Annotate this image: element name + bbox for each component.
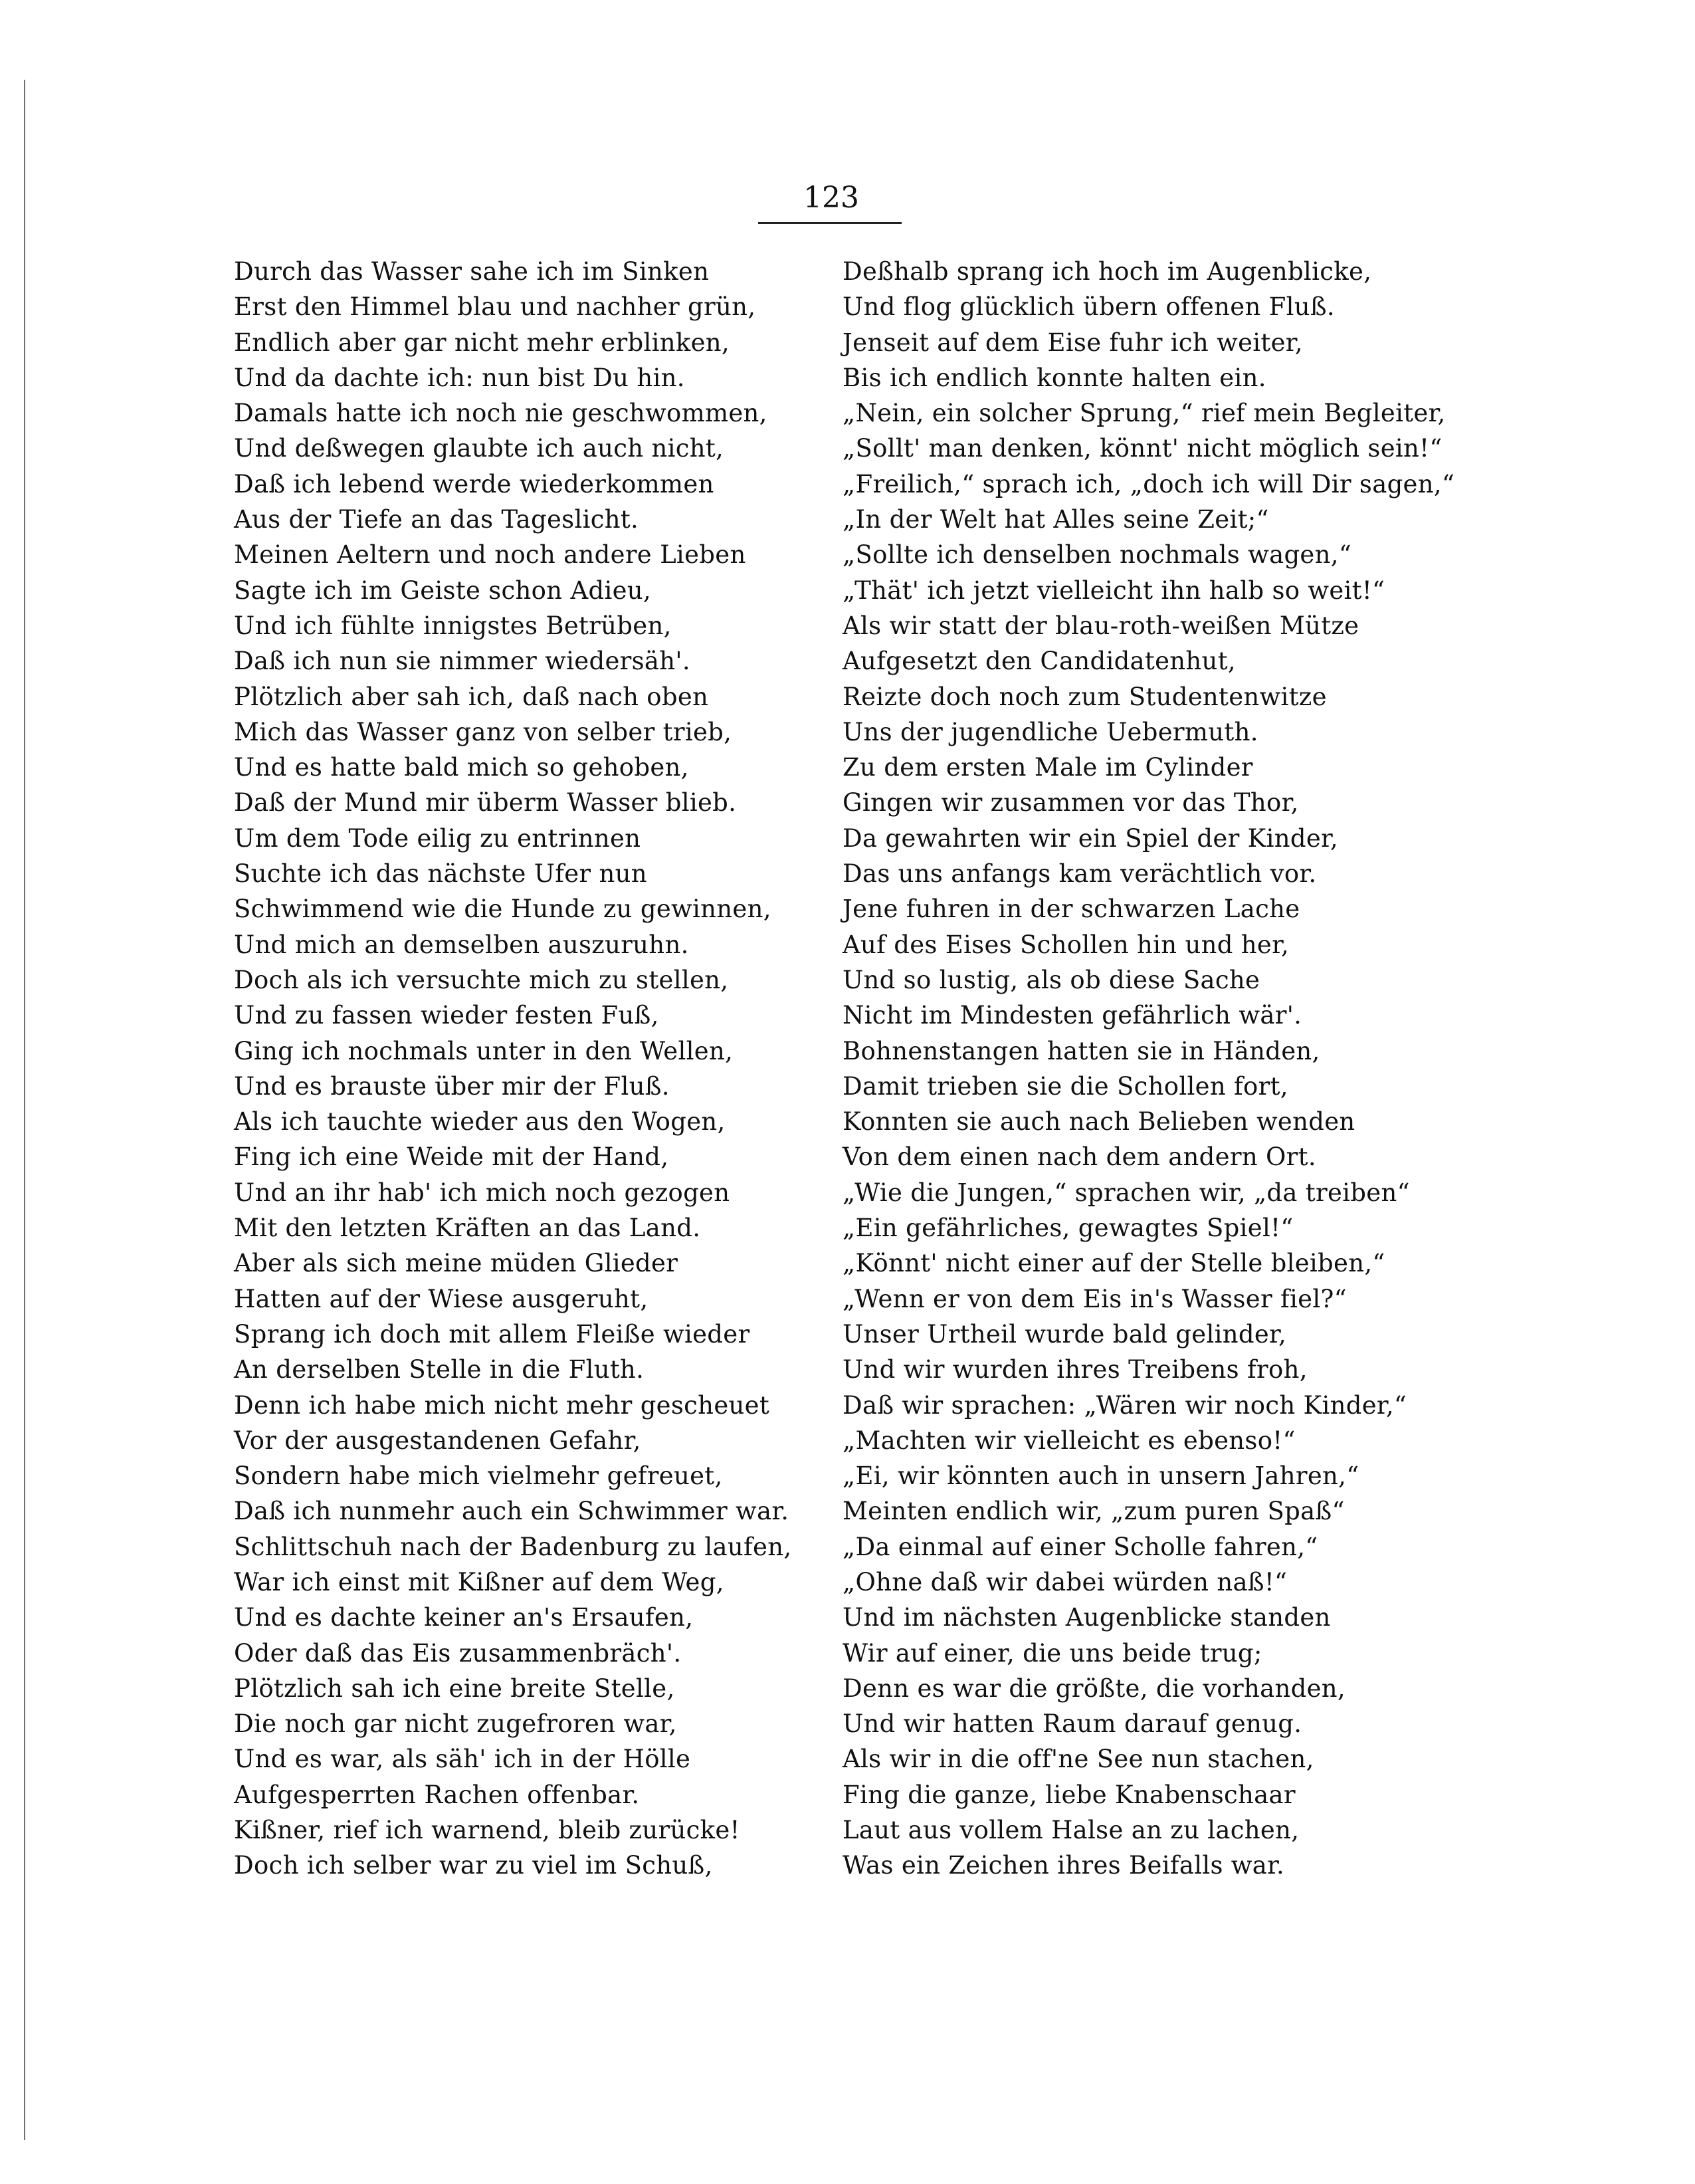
verse-line: „Thät' ich jetzt vielleicht ihn halb so weit!“ <box>843 576 1385 605</box>
verse-line: Kißner, rief ich warnend, bleib zurücke! <box>234 1816 740 1845</box>
header-rule <box>758 222 902 224</box>
verse-line: Fing ich eine Weide mit der Hand, <box>234 1143 669 1172</box>
verse-line: „Wenn er von dem Eis in's Wasser fiel?“ <box>843 1284 1347 1313</box>
verse-line: Sondern habe mich vielmehr gefreuet, <box>234 1462 723 1491</box>
verse-line: Nicht im Mindesten gefährlich wär'. <box>843 1001 1302 1030</box>
verse-line: Mich das Wasser ganz von selber trieb, <box>234 717 732 746</box>
verse-line: Ging ich nochmals unter in den Wellen, <box>234 1036 734 1065</box>
verse-line: Und wir wurden ihres Treibens froh, <box>843 1355 1308 1384</box>
verse-line: Jenseit auf dem Eise fuhr ich weiter, <box>843 328 1303 357</box>
verse-line: Damit trieben sie die Schollen fort, <box>843 1071 1288 1101</box>
verse-line: Erst den Himmel blau und nachher grün, <box>234 292 756 322</box>
verse-line: Endlich aber gar nicht mehr erblinken, <box>234 328 730 357</box>
verse-line: „Machten wir vielleicht es ebenso!“ <box>843 1426 1296 1455</box>
verse-line: Bohnenstangen hatten sie in Händen, <box>843 1036 1320 1065</box>
verse-line: Plötzlich sah ich eine breite Stelle, <box>234 1674 675 1703</box>
verse-line: Um dem Tode eilig zu entrinnen <box>234 823 641 853</box>
verse-line: Mit den letzten Kräften an das Land. <box>234 1214 701 1243</box>
verse-line: Doch als ich versuchte mich zu stellen, <box>234 965 729 994</box>
verse-line: Reizte doch noch zum Studentenwitze <box>843 682 1327 711</box>
verse-line: Meinen Aeltern und noch andere Lieben <box>234 540 746 570</box>
verse-line: Fing die ganze, liebe Knabenschaar <box>843 1780 1296 1809</box>
verse-line: Jene fuhren in der schwarzen Lache <box>843 895 1300 924</box>
verse-line: Und so lustig, als ob diese Sache <box>843 965 1260 994</box>
verse-line: Schlittschuh nach der Badenburg zu laufen, <box>234 1532 792 1561</box>
verse-line: Aber als sich meine müden Glieder <box>234 1249 678 1278</box>
verse-line: Laut aus vollem Halse an zu lachen, <box>843 1816 1300 1845</box>
verse-line: Plötzlich aber sah ich, daß nach oben <box>234 682 709 711</box>
verse-line: „Könnt' nicht einer auf der Stelle bleiben,“ <box>843 1249 1385 1278</box>
verse-line: Deßhalb sprang ich hoch im Augenblicke, <box>843 257 1372 286</box>
scan-edge-line <box>24 80 25 2140</box>
verse-line: Uns der jugendliche Uebermuth. <box>843 717 1258 746</box>
verse-line: Als wir in die off'ne See nun stachen, <box>843 1745 1314 1774</box>
verse-line: Hatten auf der Wiese ausgeruht, <box>234 1284 648 1313</box>
verse-line: Unser Urtheil wurde bald gelinder, <box>843 1319 1287 1349</box>
verse-line: Vor der ausgestandenen Gefahr, <box>234 1426 641 1455</box>
verse-line: Sagte ich im Geiste schon Adieu, <box>234 576 651 605</box>
verse-line: „Nein, ein solcher Sprung,“ rief mein Begleiter, <box>843 399 1446 428</box>
verse-line: Die noch gar nicht zugefroren war, <box>234 1709 677 1739</box>
verse-line: Aufgesetzt den Candidatenhut, <box>843 647 1236 676</box>
verse-line: Bis ich endlich konnte halten ein. <box>843 363 1266 392</box>
verse-line: Gingen wir zusammen vor das Thor, <box>843 788 1299 818</box>
verse-line: Denn ich habe mich nicht mehr gescheuet <box>234 1390 770 1420</box>
verse-line: Daß wir sprachen: „Wären wir noch Kinder,“ <box>843 1390 1407 1420</box>
verse-line: An derselben Stelle in die Fluth. <box>234 1355 645 1384</box>
verse-line: Sprang ich doch mit allem Fleiße wieder <box>234 1319 750 1349</box>
verse-line: Da gewahrten wir ein Spiel der Kinder, <box>843 823 1338 853</box>
verse-line: Und zu fassen wieder festen Fuß, <box>234 1001 659 1030</box>
right-column <box>843 254 1454 1884</box>
verse-line: „Ei, wir könnten auch in unsern Jahren,“ <box>843 1462 1359 1491</box>
verse-line: Zu dem ersten Male im Cylinder <box>843 753 1253 782</box>
verse-line: Aus der Tiefe an das Tageslicht. <box>234 505 639 534</box>
verse-line: Und mich an demselben auszuruhn. <box>234 930 689 959</box>
verse-line: Und da dachte ich: nun bist Du hin. <box>234 363 685 392</box>
verse-line: „Ein gefährliches, gewagtes Spiel!“ <box>843 1214 1294 1243</box>
verse-line: Daß ich nun sie nimmer wiedersäh'. <box>234 647 690 676</box>
verse-line: Konnten sie auch nach Belieben wenden <box>843 1107 1355 1137</box>
verse-line: Suchte ich das nächste Ufer nun <box>234 859 647 889</box>
verse-line: Damals hatte ich noch nie geschwommen, <box>234 399 767 428</box>
verse-line: War ich einst mit Kißner auf dem Weg, <box>234 1567 724 1596</box>
verse-line: Doch ich selber war zu viel im Schuß, <box>234 1851 713 1880</box>
verse-line: „Wie die Jungen,“ sprachen wir, „da treiben“ <box>843 1178 1410 1207</box>
verse-line: Aufgesperrten Rachen offenbar. <box>234 1780 640 1809</box>
verse-line: Das uns anfangs kam verächtlich vor. <box>843 859 1317 889</box>
verse-line: Als wir statt der blau-roth-weißen Mütze <box>843 611 1359 640</box>
verse-line: „Sollte ich denselben nochmals wagen,“ <box>843 540 1352 570</box>
verse-line: „Da einmal auf einer Scholle fahren,“ <box>843 1532 1318 1561</box>
verse-line: Und an ihr hab' ich mich noch gezogen <box>234 1178 730 1207</box>
verse-line: Daß der Mund mir überm Wasser blieb. <box>234 788 737 818</box>
verse-line: Wir auf einer, die uns beide trug; <box>843 1638 1262 1668</box>
verse-line: Auf des Eises Schollen hin und her, <box>843 930 1290 959</box>
verse-line: „Freilich,“ sprach ich, „doch ich will Dir sagen,“ <box>843 469 1455 498</box>
verse-line: Denn es war die größte, die vorhanden, <box>843 1674 1346 1703</box>
verse-line: Und es war, als säh' ich in der Hölle <box>234 1745 691 1774</box>
verse-line: Und es brauste über mir der Fluß. <box>234 1071 670 1101</box>
verse-line: Was ein Zeichen ihres Beifalls war. <box>843 1851 1285 1880</box>
verse-line: Und im nächsten Augenblicke standen <box>843 1603 1331 1632</box>
verse-line: Und wir hatten Raum darauf genug. <box>843 1709 1302 1739</box>
left-column <box>234 254 791 1884</box>
verse-line: Oder daß das Eis zusammenbräch'. <box>234 1638 682 1668</box>
page-number: 123 <box>803 181 859 215</box>
verse-line: „Ohne daß wir dabei würden naß!“ <box>843 1567 1288 1596</box>
verse-line: Meinten endlich wir, „zum puren Spaß“ <box>843 1497 1345 1526</box>
verse-line: Von dem einen nach dem andern Ort. <box>843 1143 1316 1172</box>
verse-line: Als ich tauchte wieder aus den Wogen, <box>234 1107 726 1137</box>
verse-line: „Sollt' man denken, könnt' nicht möglich sein!“ <box>843 434 1443 463</box>
verse-line: Und ich fühlte innigstes Betrüben, <box>234 611 672 640</box>
verse-line: Und es dachte keiner an's Ersaufen, <box>234 1603 694 1632</box>
verse-line: „In der Welt hat Alles seine Zeit;“ <box>843 505 1269 534</box>
verse-line: Und flog glücklich übern offenen Fluß. <box>843 292 1335 322</box>
verse-line: Durch das Wasser sahe ich im Sinken <box>234 257 710 286</box>
verse-line: Und deßwegen glaubte ich auch nicht, <box>234 434 724 463</box>
verse-line: Schwimmend wie die Hunde zu gewinnen, <box>234 895 771 924</box>
verse-line: Daß ich lebend werde wiederkommen <box>234 469 714 498</box>
verse-line: Daß ich nunmehr auch ein Schwimmer war. <box>234 1497 789 1526</box>
verse-line: Und es hatte bald mich so gehoben, <box>234 753 689 782</box>
